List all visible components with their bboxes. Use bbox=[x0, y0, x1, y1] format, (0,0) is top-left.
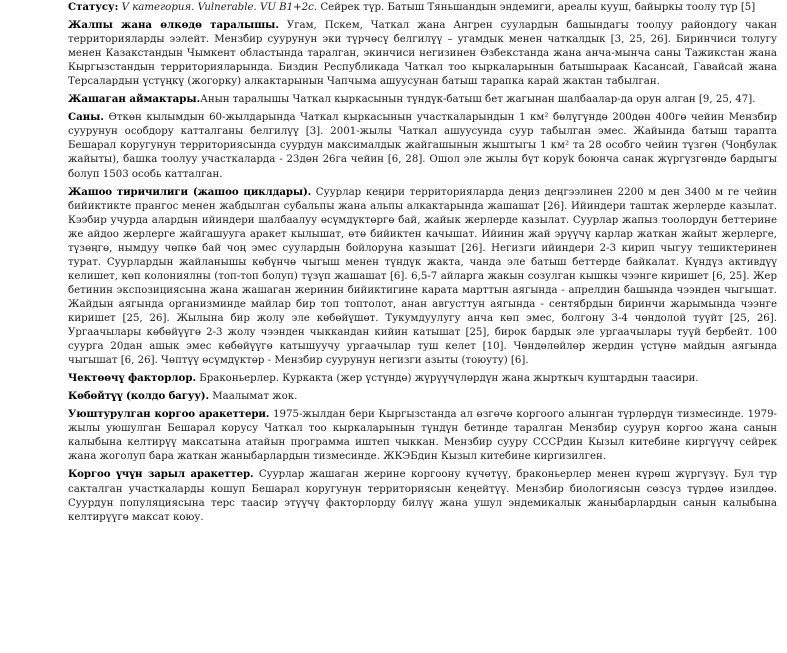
habitat-text: Анын таралышы Чаткал кыркасынын түндүк-батыш бет жагынан шалбаалар-да орун алган [9, 25, 47]. bbox=[200, 94, 756, 106]
distribution-paragraph bbox=[68, 18, 777, 89]
life-cycle-heading: Жашоо тиричилиги (жашоо циклдары). bbox=[68, 185, 312, 198]
distribution-text: Угам, Пскем, Чаткал жана Ангрен суулардын башындагы тоолуу райондогу чакан территорияларды ээлейт. Мензбир суурунун эки түрчөсү белгилүү – угамдык менен чаткалдык [3, 25, 26]. Биринчиси толугу менен Казакстандын Чымкент областында таралган, экинчиси негизинен Өзбекстанда жана анча-мынча саны Тажикстан жана Кыргызстандын территорияларында. Биздин Республикада Чаткал тоо кыркаларынын батышыраак Касансай, Гавайсай жана Терсалардын үстүңкү (жогорку) алкактарынын Чапчыма ашуусунан батыш тарапка карай жактан табылган. bbox=[68, 20, 777, 88]
needed-actions-heading: Коргоо үчүн зарыл аракеттер. bbox=[68, 468, 254, 481]
breeding-paragraph bbox=[68, 389, 777, 404]
status-heading: Статусу: bbox=[68, 1, 119, 13]
distribution-heading: Жалпы жана өлкөдө таралышы. bbox=[68, 19, 279, 32]
population-paragraph bbox=[68, 110, 777, 181]
needed-actions-text: Суурлар жашаган жерине коргоону күчөтүү, браконьерлер менен күрөш жүргүзүү. Бул түр сакталган участкаларды кошуп Бешарал коругунун территориясын кеңейтүү. Мензбир биологиясын сөзсүз түрдөө изилдөө. Суурдун популяциясына терс таасир этүүчү факторлорду билүү жана ушул эндемикалык жаныбарлардын санын калыбына келтирүүгө максат коюу. bbox=[68, 469, 777, 523]
life-cycle-paragraph bbox=[68, 185, 777, 369]
needed-actions-paragraph bbox=[68, 467, 777, 524]
protection-measures-text: 1975-жылдан бери Кыргызстанда ал өзгөчө коргоого алынган түрлөрдүн тизмесинде. 1979-жылы уюшулган Бешарал корусу Чаткал тоо кыркаларынын түндүн бетинде таралган Мензбир суурун коргоо жана санын калыбына келтирүү максатына атайын программа иштеп чыккан. Мензбир сууру СССРдин Кызыл китебине киргүүчү сейрек жана жоголуп бара жаткан жаныбарлардын тизмесинде. ЖКЭБдин Кызыл китебине киргизилген. bbox=[68, 409, 777, 463]
protection-measures-paragraph bbox=[68, 407, 777, 464]
habitat-heading: Жашаган аймактары. bbox=[68, 93, 201, 106]
status-category: V категория. Vulnerable. VU B1+2c. bbox=[121, 2, 318, 13]
status-paragraph bbox=[68, 0, 777, 15]
population-heading: Саны. bbox=[68, 111, 104, 124]
breeding-text: Маалымат жок. bbox=[208, 391, 298, 403]
breeding-heading: Көбөйтүү (колдо багуу). bbox=[68, 390, 209, 403]
limiting-factors-paragraph bbox=[68, 371, 777, 386]
population-text: Өткөн кылымдын 60-жылдарында Чаткал кыркасынын участкаларындын 1 км² бөлүгүндө 200дөн 400гө чейин Мензбир суурунун особдору катталганы белгилүү [3]. 2001-жылы Чаткал ашуусунда суур табылган эмес. Жайында батыш тарапта Бешарал коругунун территориясында суурдун максималдык жайгашынын жыштыгы 1 км² та 28 особго чейин түзгөн (Чоңбулак жайыты), башка тоолуу участкаларда - 23дөн 26га чейин [6, 28]. Ошол эле жылы бүт коруk боюнча санак жүргүзгөндө бардыгы болуп 1503 особь катталган. bbox=[68, 112, 777, 180]
status-text: Сейрек түр. Батыш Тяньшандын эндемиги, ареалы кууш, байыркы тоолу түр [5] bbox=[317, 2, 756, 13]
limiting-factors-text: Браконьерлер. Куркакта (жер үстүндө) жүрүүчүлөрдүн жана жырткыч куштардын таасири. bbox=[196, 373, 699, 385]
protection-measures-heading: Уюштурулган коргоо аракеттери. bbox=[68, 408, 270, 421]
limiting-factors-heading: Чектөөчү факторлор. bbox=[68, 372, 196, 385]
life-cycle-text: Суурлар кеңири территорияларда деңиз деңгээлинен 2200 м ден 3400 м ге чейин бийиктикте прангос менен жабдылган субальпы жана альпы алкактарында жашашат [26]. Ийиндери таштак жерлерде казылат. Кээбир учурда алардын ийиндери шалбаалуу өсүмдүктөргө бай, жайык жерлерде казылат. Суурлар жапыз тоолордун беттерине же айдоо жерлерге жайгашууга аракет кылышат, өтө бийиктен качышат. Ийинин жай эрүүчү карлар жаткан жайыт жерлерге, түзөңгө, нымдуу чөпкө бай чоң эмес суулардын бойлоруна казышат [26]. Негизги ийиндери 2-3 кирип чыгуу тешиктеринен турат. Суурлардын жайланышы көбүнчө чыгыш менен түндүк жакта, чанда эле батыш беттерде байкалат. Күндүз активдүү келишет, көп колониялны (топ-топ болуп) түзүп жашашат [6]. 6,5-7 айларга жакын созулган кышкы чээнге киришет [6, 25]. Жер бетинин экспозициясына жана жашаган жеринин бийиктигине карата марттын аягында - апрелдин башында чээнден чыгышат. Жайдын аягында организминде майлар бир топ топтолот, анан августтун аягында - сентябрдын биринчи жарымында чээнге киришет [25, 26]. Жылына бир жолу эле көбөйүшөт. Тукумдуулугу анча көп эмес, болгону 3-4 чөндолой туүйт [25, 26]. Ургаачылары көбөйүүгө 2-3 жолу чээнден чыккандан кийин катышат [25], бирок бардык эле ургаачылары туүй бербейт. 100 суурга 20дан ашык эмес көбөйүүгө катышуучу ургаачылар туш келет [10]. Чөндөлөйлөр жердин үстүнө майдын аягында чыгышат [6, 26]. Чөптүү өсүмдүктөр - Мензбир суурунун негизги азыты (тоюуту) [6]. bbox=[68, 186, 777, 367]
habitat-paragraph bbox=[68, 92, 777, 107]
